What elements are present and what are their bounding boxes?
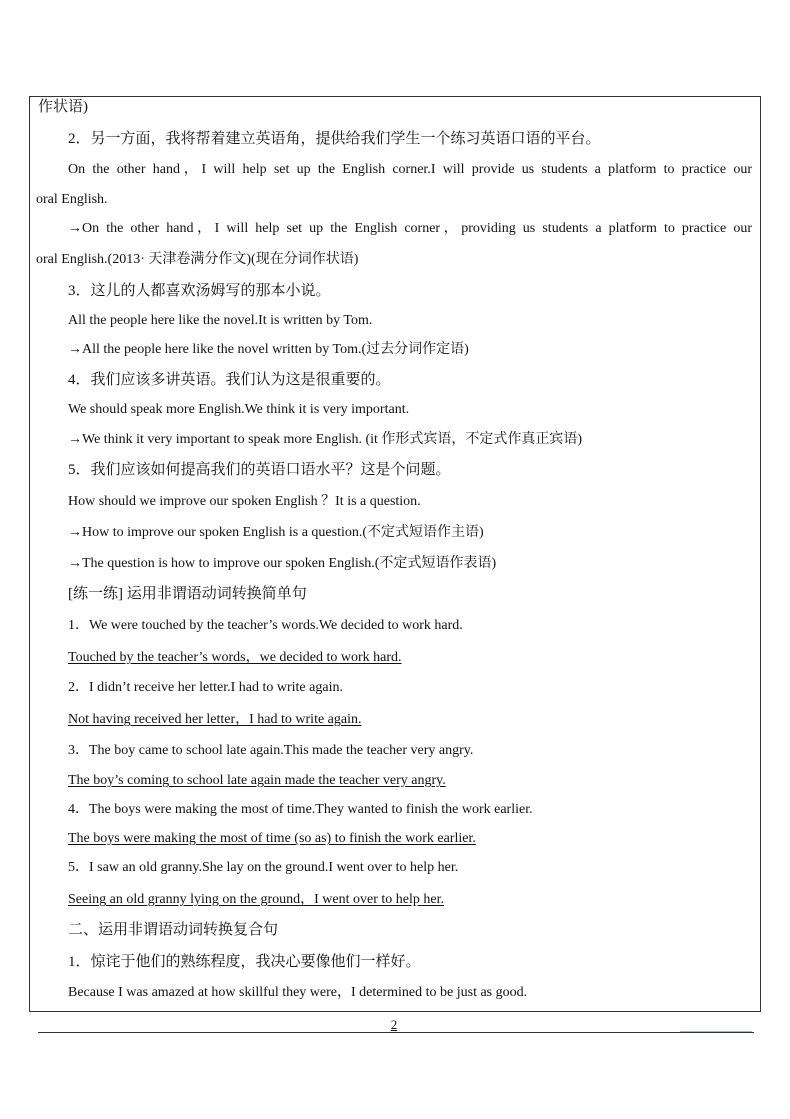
- text-line: →All the people here like the novel written by Tom.(过去分词作定语): [68, 342, 469, 357]
- section-label: [练一练] 运用非谓语动词转换简单句: [68, 586, 307, 602]
- exercise-question: 2．I didn’t receive her letter.I had to write again.: [68, 680, 343, 695]
- text-line: How should we improve our spoken English ？It is a question.: [68, 494, 421, 509]
- text-line: 4．我们应该多讲英语。我们认为这是很重要的。: [68, 372, 391, 388]
- exercise-question: 4．The boys were making the most of time.They wanted to finish the work earlier.: [68, 802, 533, 817]
- text-line: 1．惊诧于他们的熟练程度，我决心要像他们一样好。: [68, 954, 421, 970]
- exercise-answer: The boy’s coming to school late again made the teacher very angry.: [68, 773, 446, 788]
- text-line: 3．这儿的人都喜欢汤姆写的那本小说。: [68, 283, 331, 299]
- text-line: oral English.: [36, 192, 108, 207]
- exercise-answer: Touched by the teacher’s words，we decided to work hard.: [68, 650, 402, 665]
- text-line: We should speak more English.We think it is very important.: [68, 402, 410, 417]
- exercise-question: 5．I saw an old granny.She lay on the ground.I went over to help her.: [68, 860, 459, 875]
- text-line: →The question is how to improve our spoken English.(不定式短语作表语): [68, 556, 497, 571]
- text-line: →How to improve our spoken English is a question.(不定式短语作主语): [68, 525, 484, 540]
- text-line: All the people here like the novel.It is written by Tom.: [68, 313, 373, 328]
- text-line: On the other hand，I will help set up the English corner.I will provide us students a platform to practice our: [68, 162, 752, 177]
- text-line: oral English.(2013· 天津卷满分作文)(现在分词作状语): [36, 252, 359, 267]
- section-heading: 二、运用非谓语动词转换复合句: [68, 922, 279, 938]
- text-line: →On the other hand，I will help set up the English corner，providing us students a platform to practice our: [68, 221, 752, 236]
- text-line: Because I was amazed at how skillful they were，I determined to be just as good.: [68, 985, 528, 1000]
- text-line: 5．我们应该如何提高我们的英语口语水平？这是个问题。: [68, 462, 451, 478]
- text-line: 作状语): [38, 99, 88, 115]
- text-line: 2．另一方面，我将帮着建立英语角，提供给我们学生一个练习英语口语的平台。: [68, 131, 601, 147]
- exercise-answer: The boys were making the most of time (so as) to finish the work earlier.: [68, 831, 476, 846]
- footer-rule: [38, 1032, 754, 1033]
- footer-accent-rule: [680, 1031, 752, 1032]
- page-number: 2: [390, 1017, 398, 1032]
- exercise-answer: Not having received her letter，I had to write again.: [68, 712, 362, 727]
- exercise-question: 3．The boy came to school late again.This made the teacher very angry.: [68, 743, 474, 758]
- text-line: →We think it very important to speak more English. (it 作形式宾语，不定式作真正宾语): [68, 432, 583, 447]
- exercise-question: 1．We were touched by the teacher’s words.We decided to work hard.: [68, 618, 463, 633]
- exercise-answer: Seeing an old granny lying on the ground，I went over to help her.: [68, 892, 444, 907]
